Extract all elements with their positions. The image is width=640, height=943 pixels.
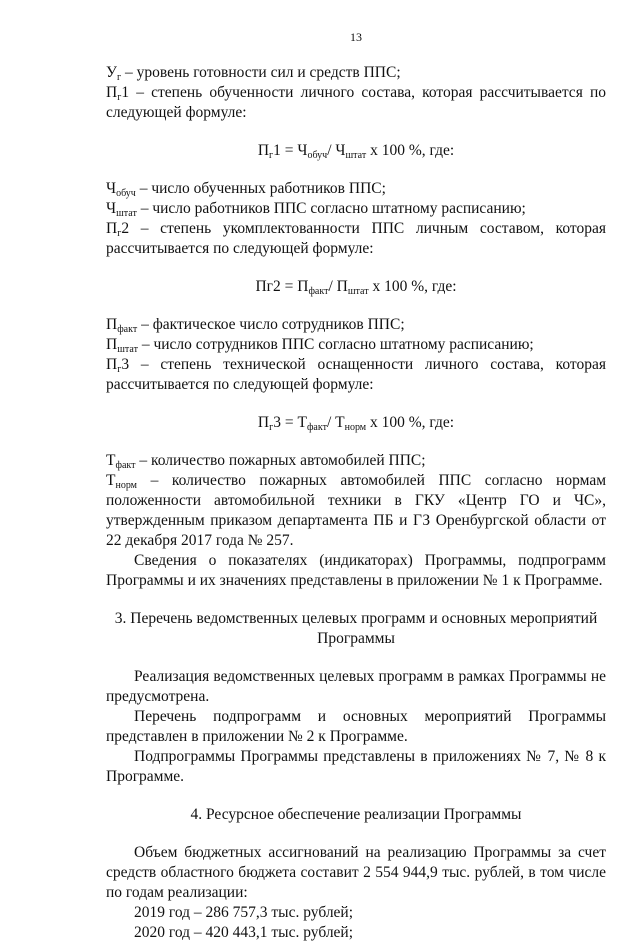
budget-2019: 2019 год – 286 757,3 тыс. рублей;: [134, 904, 354, 921]
section-3-paragraph-3: Подпрограммы Программы представлены в приложениях № 7, № 8 к Программе.: [106, 748, 606, 785]
pfakt-definition: $П_{факт}$ – фактическое число сотрудников ППС;: [106, 316, 405, 335]
pshtat-definition: $П_{штат}$ – число сотрудников ППС согласно штатному расписанию;: [106, 336, 534, 355]
ug-definition: $У_г$ – уровень готовности сил и средств ППС;: [106, 64, 401, 83]
formula-pg1: $П_г1 = Ч_{обуч}/$ $Ч_{штат}$ х 100 %, где:: [257, 142, 455, 161]
chobuch-definition: $Ч_{обуч}$ – число обученных работников ППС;: [106, 180, 386, 199]
tnorm-definition: $Т_{норм}$ – количество пожарных автомобилей ППС согласно нормам положенности автомобильной техники в ГКУ «Центр ГО и ЧС», утвержденным приказом департамента ПБ и ГЗ Оренбургской области от 22 декабря 2017 года № 257.: [106, 472, 607, 549]
section-3-title: 3. Перечень ведомственных целевых программ и основных мероприятий Программы: [114, 610, 598, 647]
indicators-paragraph: Сведения о показателях (индикаторах) Программы, подпрограмм Программы и их значениях представлены в приложении № 1 к Программе.: [106, 552, 606, 589]
formula-pg3: $П_г3 = Т_{факт}/$ $Т_{норм}$ х 100 %, где:: [257, 414, 455, 433]
tfakt-definition: $Т_{факт}$ – количество пожарных автомобилей ППС;: [106, 452, 426, 471]
chshtat-definition: $Ч_{штат}$ – число работников ППС согласно штатному расписанию;: [106, 200, 526, 219]
pg1-definition: $П_г1$ – степень обученности личного состава, которая рассчитывается по следующей формуле:: [106, 84, 607, 121]
section-3-paragraph-1: Реализация ведомственных целевых программ в рамках Программы не предусмотрена.: [106, 668, 606, 705]
section-4-paragraph-1: Объем бюджетных ассигнований на реализацию Программы за счет средств областного бюджета составит 2 554 944,9 тыс. рублей, в том числе по годам реализации:: [106, 844, 606, 901]
section-3-paragraph-2: Перечень подпрограмм и основных мероприятий Программы представлен в приложении № 2 к Программе.: [106, 708, 606, 745]
budget-2020: 2020 год – 420 443,1 тыс. рублей;: [134, 924, 354, 941]
page-number: 13: [350, 30, 362, 44]
pg2-definition: $П_г2$ – степень укомплектованности ППС личным составом, которая рассчитывается по следующей формуле:: [106, 220, 607, 257]
formula-pg2: $Пг2 = П_{факт}/$ $П_{штат}$ х 100 %, где:: [255, 278, 457, 297]
pg3-definition: $П_г3$ – степень технической оснащенности личного состава, которая рассчитывается по следующей формуле:: [106, 356, 606, 393]
section-4-title: 4. Ресурсное обеспечение реализации Программы: [190, 806, 522, 823]
